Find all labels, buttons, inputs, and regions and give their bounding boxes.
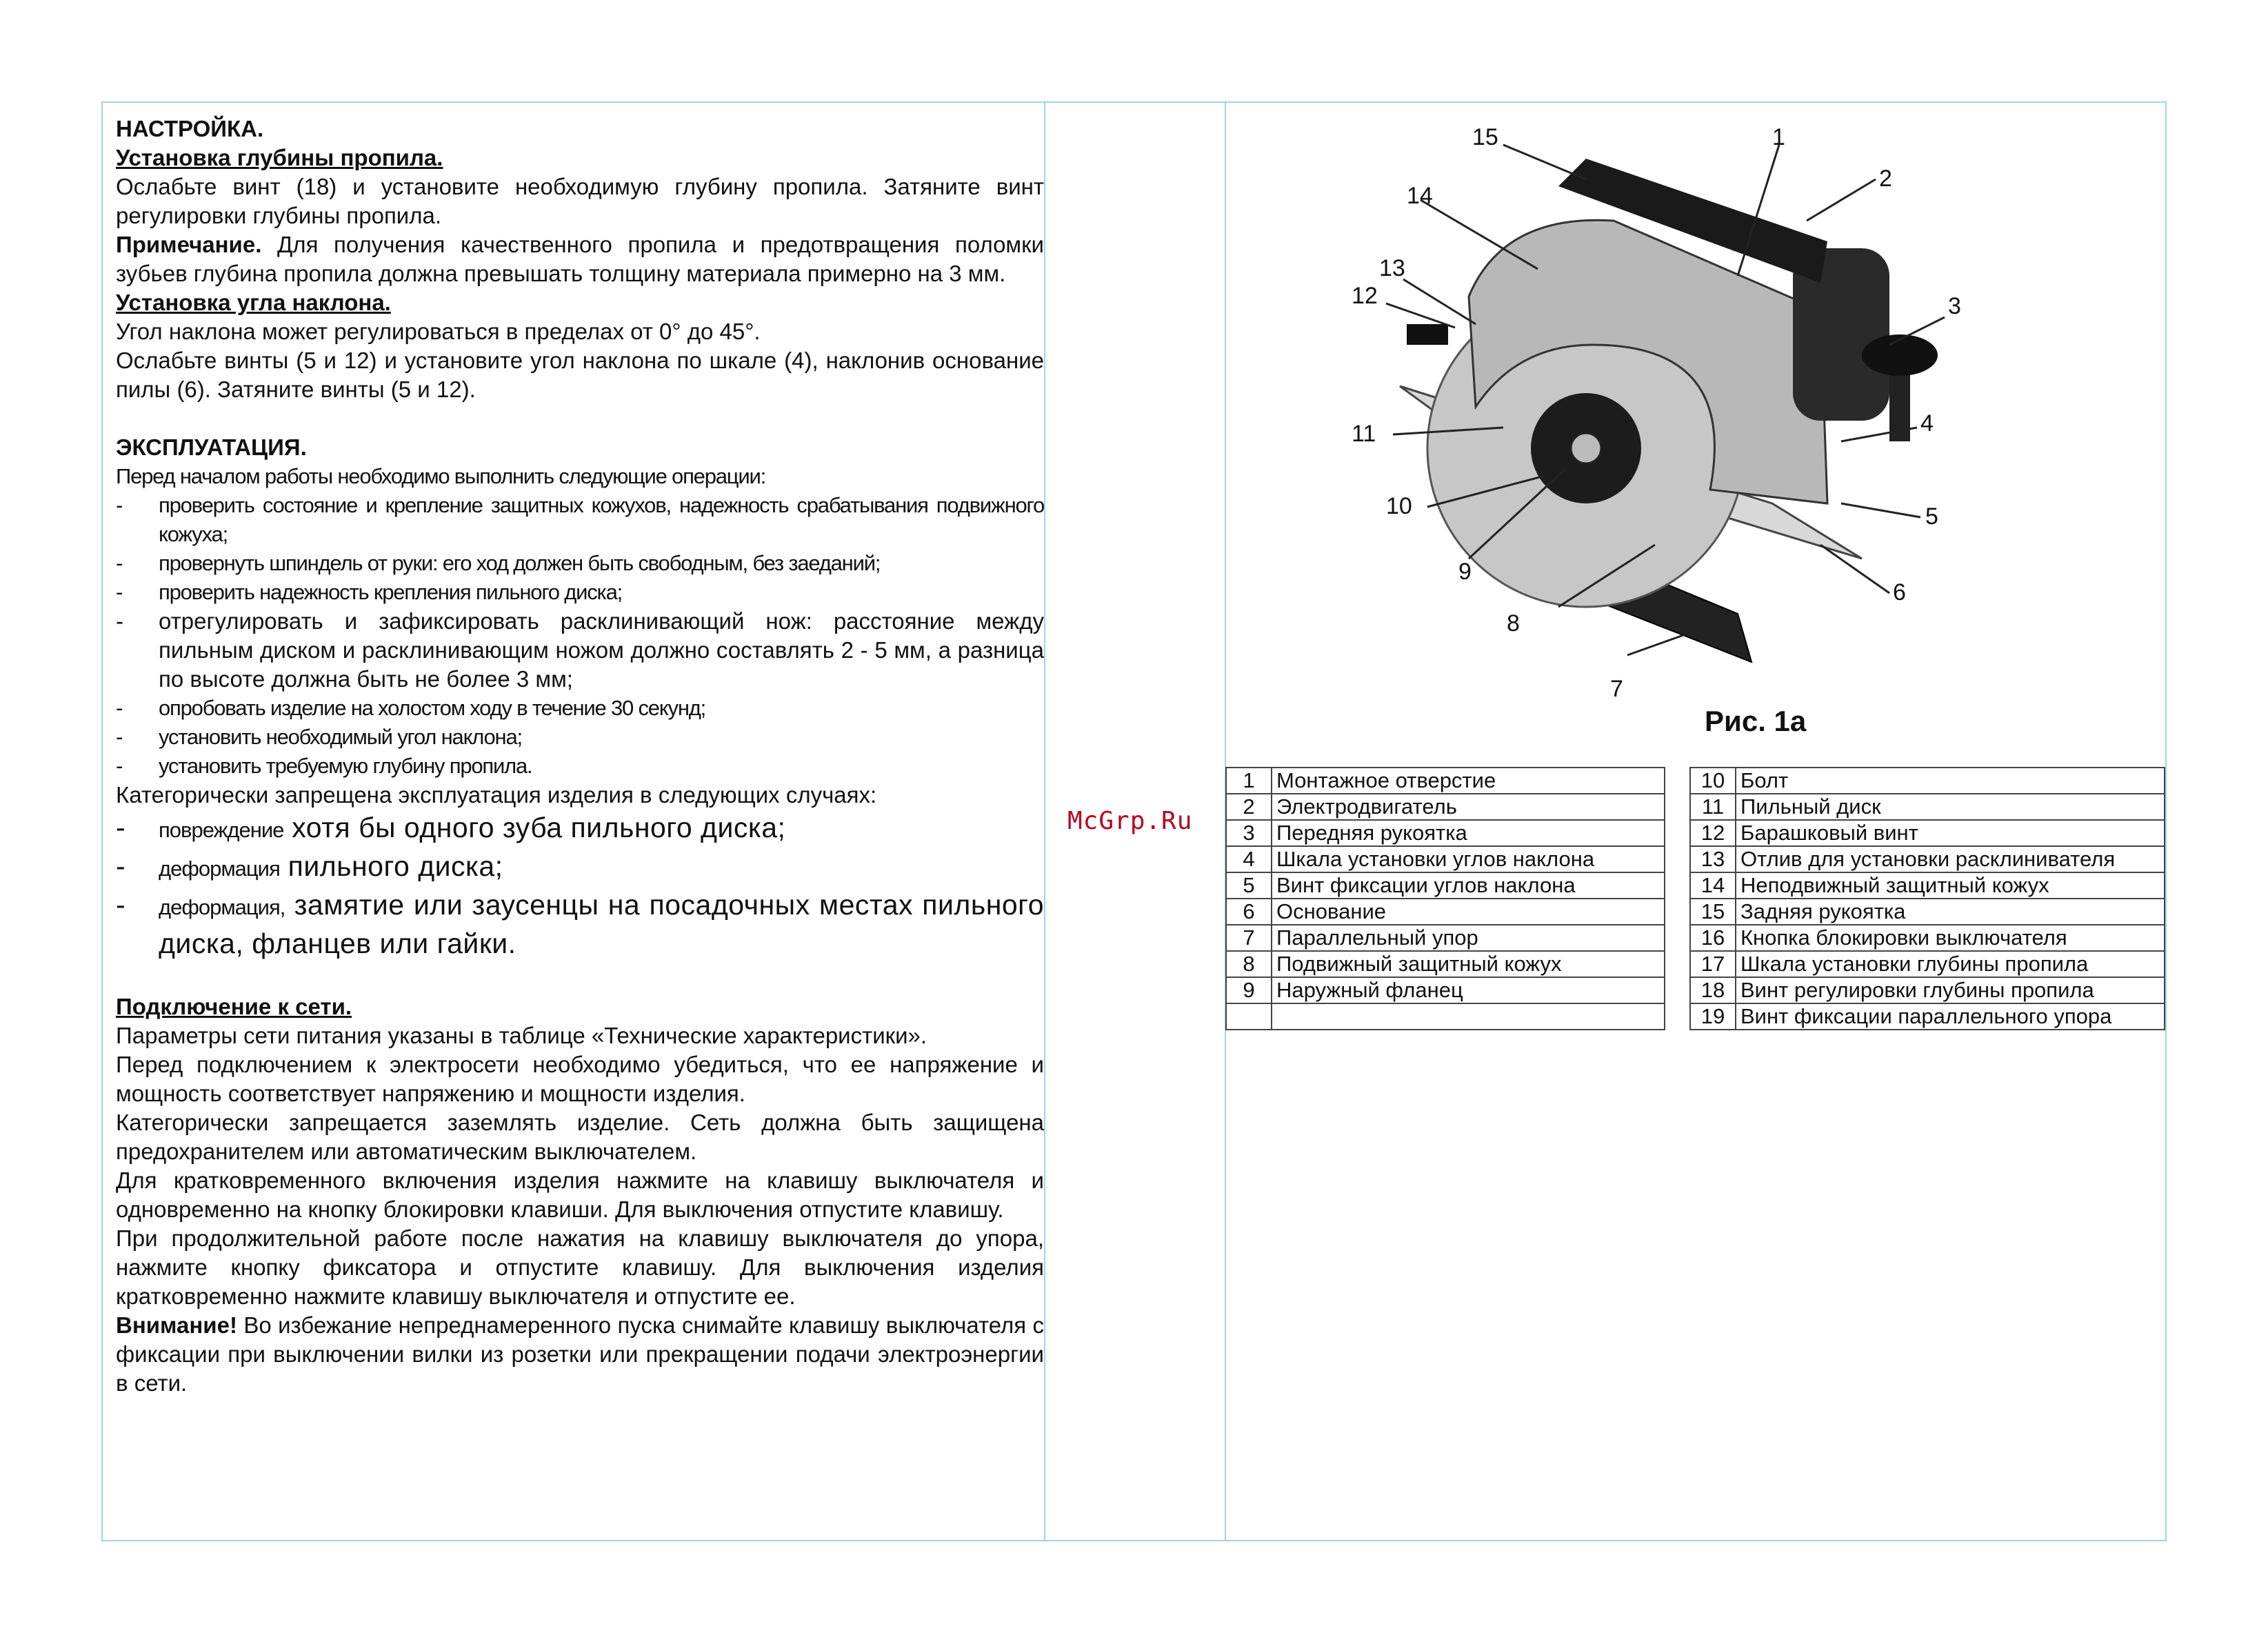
parts-row (1226, 925, 1665, 951)
network-p1: Параметры сети питания указаны в таблице «Технические характеристики». (116, 1023, 927, 1048)
callout-15: 15 (1472, 124, 1498, 150)
parts-row (1690, 846, 2165, 872)
part-name: Шкала установки глубины пропила (1736, 951, 2165, 977)
network-p5: При продолжительной работе после нажатия на клавишу выключателя до упора, нажмите кнопку фиксатора и отпустите клавишу. Для выключения изделия кратковременно нажмите клавишу выключателя и отпустите ее. (116, 1225, 1044, 1309)
part-name: Наружный фланец (1272, 977, 1665, 1003)
callout-14: 14 (1407, 183, 1433, 209)
warning-paragraph (116, 1311, 1044, 1398)
column-divider-left (1044, 101, 1045, 1541)
operation-intro: Перед началом работы необходимо выполнить следующие операции: (116, 464, 765, 488)
part-number: 18 (1690, 977, 1736, 1003)
part-name: Основание (1272, 899, 1665, 925)
parts-row (1226, 820, 1665, 846)
circular-saw-illustration (1296, 117, 1961, 710)
parts-row (1690, 1003, 2165, 1030)
part-number: 8 (1226, 951, 1272, 977)
part-name: Барашковый винт (1736, 820, 2165, 846)
callout-2: 2 (1879, 166, 1892, 192)
part-name: Передняя рукоятка (1272, 820, 1665, 846)
callout-12: 12 (1352, 283, 1378, 309)
callout-9: 9 (1458, 559, 1472, 585)
part-number: 3 (1226, 820, 1272, 846)
part-name: Подвижный защитный кожух (1272, 951, 1665, 977)
spacer (116, 404, 1044, 433)
part-name: Электродвигатель (1272, 794, 1665, 820)
callout-5: 5 (1925, 503, 1938, 530)
part-number: 11 (1690, 794, 1736, 820)
network-title: Подключение к сети. (116, 994, 352, 1019)
check-item: - проверить состояние и крепление защитных кожухов, надежность срабатывания подвижного кожуха; (116, 493, 1044, 546)
network-p4: Для кратковременного включения изделия нажмите на клавишу выключателя и одновременно на кнопку блокировки клавиши. Для выключения отпустите клавишу. (116, 1168, 1044, 1222)
check-item: - проверить надежность крепления пильного диска; (116, 580, 623, 604)
part-number: 14 (1690, 872, 1736, 899)
network-p3: Категорически запрещается заземлять изделие. Сеть должна быть защищена предохранителем или автоматическим выключателем. (116, 1110, 1044, 1164)
part-name: Отлив для установки расклинивателя (1736, 846, 2165, 872)
part-name: Неподвижный защитный кожух (1736, 872, 2165, 899)
note-label: Примечание. (116, 232, 262, 257)
check-item: - установить необходимый угол наклона; (116, 725, 522, 749)
callout-3: 3 (1948, 293, 1961, 319)
part-number: 12 (1690, 820, 1736, 846)
callout-7: 7 (1610, 676, 1623, 702)
callout-13: 13 (1379, 255, 1405, 281)
part-number: 19 (1690, 1003, 1736, 1030)
check-item: - установить требуемую глубину пропила. (116, 754, 532, 778)
parts-table-right (1689, 767, 2165, 1030)
blade-bolt (1571, 433, 1601, 463)
angle-title: Установка угла наклона. (116, 290, 391, 315)
note-text: Для получения качественного пропила и предотвращения поломки зубьев глубина пропила должна превышать толщину материала примерно на 3 мм. (116, 232, 1044, 286)
spacer (116, 963, 1044, 992)
check-item: - опробовать изделие на холостом ходу в течение 30 секунд; (116, 696, 706, 720)
parts-row (1226, 899, 1665, 925)
part-number: 7 (1226, 925, 1272, 951)
part-number: 10 (1690, 768, 1736, 794)
part-number: 13 (1690, 846, 1736, 872)
callout-10: 10 (1386, 493, 1412, 519)
parts-row (1226, 1003, 1665, 1030)
callout-11: 11 (1352, 421, 1376, 447)
angle-text-1: Угол наклона может регулироваться в пределах от 0° до 45°. (116, 319, 761, 344)
part-name: Винт регулировки глубины пропила (1736, 977, 2165, 1003)
part-name: Пильный диск (1736, 794, 2165, 820)
parts-row (1690, 820, 2165, 846)
parts-row (1690, 872, 2165, 899)
callout-1: 1 (1772, 124, 1785, 150)
parts-row (1690, 925, 2165, 951)
part-number: 15 (1690, 899, 1736, 925)
angle-text-2: Ослабьте винты (5 и 12) и установите угол наклона по шкале (4), наклонив основание пилы (6). Затяните винты (5 и 12). (116, 348, 1044, 402)
parts-table-left (1225, 767, 1665, 1030)
parts-row (1690, 794, 2165, 820)
parts-row (1226, 794, 1665, 820)
part-number: 9 (1226, 977, 1272, 1003)
parts-row (1226, 872, 1665, 899)
part-number: 5 (1226, 872, 1272, 899)
parts-row (1226, 977, 1665, 1003)
forbidden-intro: Категорически запрещена эксплуатация изделия в следующих случаях: (116, 782, 877, 808)
check-item: - провернуть шпиндель от руки: его ход должен быть свободным, без заеданий; (116, 551, 881, 575)
check-item: - отрегулировать и зафиксировать расклинивающий нож: расстояние между пильным диском и расклинивающим ножом должно составлять 2 - 5 мм, а разница по высоте должна быть не более 3 мм; (116, 608, 1044, 692)
part-number: 2 (1226, 794, 1272, 820)
part-name: Параллельный упор (1272, 925, 1665, 951)
forbidden-item: - повреждение хотя бы одного зуба пильного диска; (116, 812, 786, 843)
part-number: 4 (1226, 846, 1272, 872)
part-name: Задняя рукоятка (1736, 899, 2165, 925)
callout-4: 4 (1920, 410, 1934, 437)
part-name: Болт (1736, 768, 2165, 794)
part-name: Монтажное отверстие (1272, 768, 1665, 794)
part-number: 17 (1690, 951, 1736, 977)
part-name: Винт фиксации углов наклона (1272, 872, 1665, 899)
part-name: Винт фиксации параллельного упора (1736, 1003, 2165, 1030)
parts-row (1690, 977, 2165, 1003)
parts-row (1226, 768, 1665, 794)
setup-heading: НАСТРОЙКА. (116, 116, 264, 141)
part-number: 1 (1226, 768, 1272, 794)
part-name: Кнопка блокировки выключателя (1736, 925, 2165, 951)
parts-row (1226, 846, 1665, 872)
part-number: 16 (1690, 925, 1736, 951)
part-name: Шкала установки углов наклона (1272, 846, 1665, 872)
parts-row (1690, 951, 2165, 977)
depth-text: Ослабьте винт (18) и установите необходимую глубину пропила. Затяните винт регулировки глубины пропила. (116, 174, 1044, 228)
part-number (1226, 1003, 1272, 1030)
forbidden-item: - деформация пильного диска; (116, 850, 503, 882)
callout-8: 8 (1507, 610, 1520, 637)
part-number: 6 (1226, 899, 1272, 925)
operation-heading: ЭКСПЛУАТАЦИЯ. (116, 434, 307, 460)
depth-title: Установка глубины пропила. (116, 145, 443, 170)
parts-row (1690, 899, 2165, 925)
instructions-column (116, 114, 1044, 1398)
forbidden-item: - деформация, замятие или заусенцы на посадочных местах пильного диска, фланцев или гайки. (116, 889, 1044, 959)
warning-text: Во избежание непреднамеренного пуска снимайте клавишу выключателя с фиксации при выключении вилки из розетки или прекращении подачи электроэнергии в сети. (116, 1312, 1044, 1396)
network-p2: Перед подключением к электросети необходимо убедиться, что ее напряжение и мощность соответствует напряжению и мощности изделия. (116, 1052, 1044, 1106)
warning-label: Внимание! (116, 1312, 237, 1338)
figure-caption: Рис. 1а (1705, 705, 1807, 737)
wing-screw (1407, 324, 1448, 345)
part-name (1272, 1003, 1665, 1030)
note-paragraph (116, 230, 1044, 288)
parts-row (1690, 768, 2165, 794)
parts-row (1226, 951, 1665, 977)
callout-6: 6 (1893, 579, 1906, 605)
watermark: McGrp.Ru (1067, 807, 1193, 835)
